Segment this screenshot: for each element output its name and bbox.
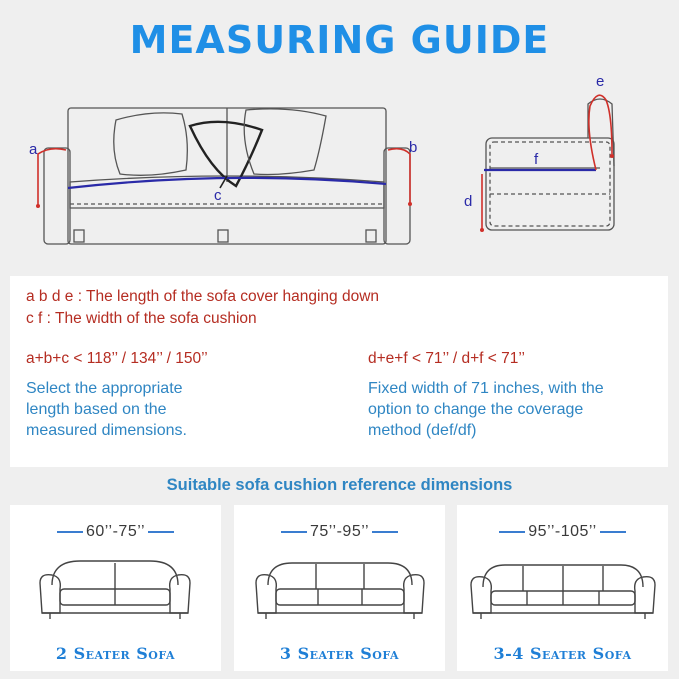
right-note (368, 378, 604, 441)
info-box (10, 276, 668, 467)
size-range: 60’’-75’’ (10, 523, 221, 541)
size-card-2-seater (10, 505, 221, 671)
size-range: 95’’-105’’ (457, 523, 668, 541)
size-name: 2 Seater Sofa (55, 644, 176, 663)
page-title: MEASURING GUIDE (129, 18, 550, 62)
size-name: 3 Seater Sofa (279, 644, 400, 663)
definition-width: c f : The width of the sofa cushion (26, 310, 257, 327)
label-b: b (409, 139, 418, 156)
right-note-line: option to change the coverage (368, 401, 584, 418)
side-measure-lines (480, 95, 614, 232)
left-note-line: measured dimensions. (26, 422, 187, 439)
size-card-3-seater (234, 505, 445, 671)
right-note-line: method (def/df) (368, 422, 477, 439)
size-card-3-4-seater (457, 505, 668, 671)
label-a: a (29, 141, 38, 158)
label-c: c (214, 187, 222, 204)
size-name: 3-4 Seater Sofa (493, 644, 632, 663)
label-f: f (534, 151, 539, 168)
front-measure-lines (36, 149, 412, 208)
left-note (26, 378, 187, 441)
left-note-line: length based on the (26, 401, 167, 418)
left-formula: a+b+c < 118’’ / 134’’ / 150’’ (26, 350, 208, 367)
left-note-line: Select the appropriate (26, 380, 183, 397)
two-seater-sofa-icon (10, 549, 221, 629)
right-note-line: Fixed width of 71 inches, with the (368, 380, 604, 397)
definition-hang: a b d e : The length of the sofa cover hanging down (26, 288, 380, 305)
reference-title: Suitable sofa cushion reference dimensions (166, 476, 513, 494)
three-seater-sofa-icon (234, 549, 445, 629)
size-range: 75’’-95’’ (234, 523, 445, 541)
label-d: d (464, 193, 473, 210)
label-e: e (596, 73, 605, 90)
four-seater-sofa-icon (457, 549, 668, 629)
right-formula: d+e+f < 71’’ / d+f < 71’’ (368, 350, 525, 367)
measuring-diagram (0, 70, 679, 270)
